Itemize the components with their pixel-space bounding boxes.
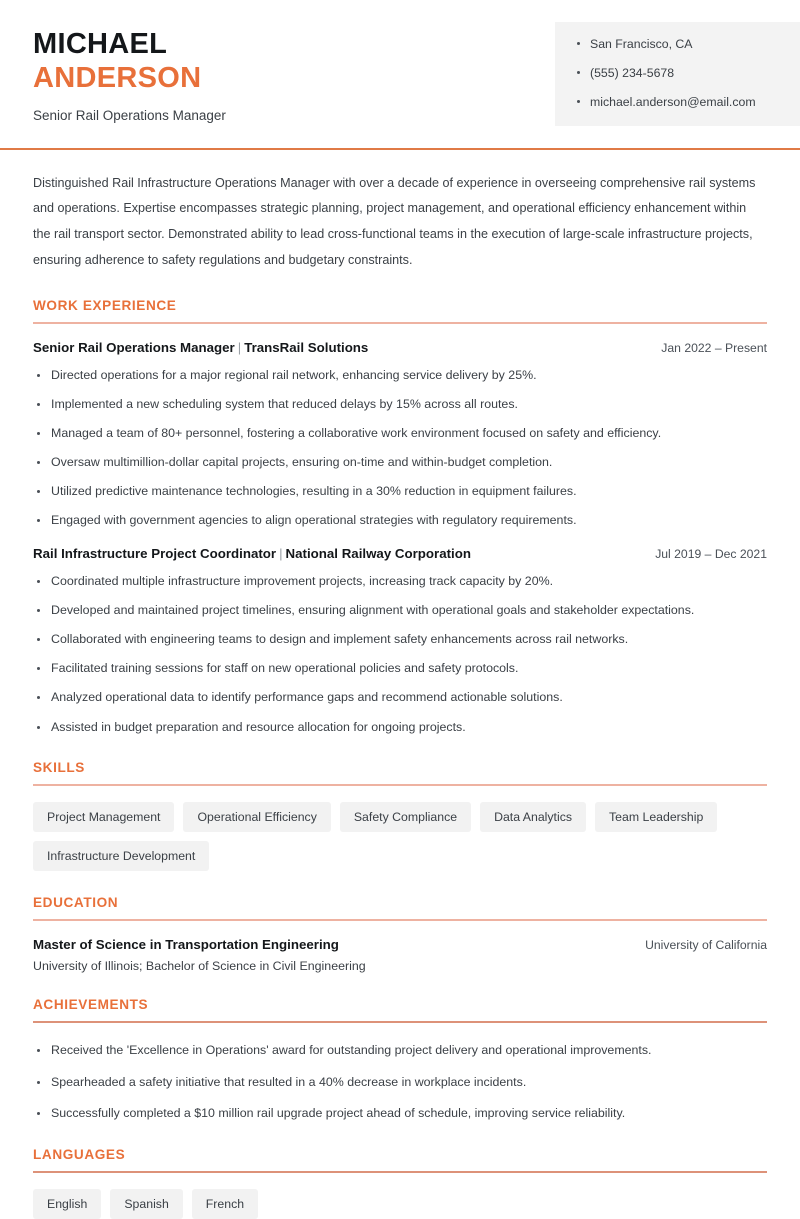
- experience-bullet: Developed and maintained project timelines, ensuring alignment with operational goals and stakeholder expectations.: [33, 601, 767, 620]
- experience-bullet: Coordinated multiple infrastructure improvement projects, increasing track capacity by 20%.: [33, 572, 767, 591]
- section-divider-skills: [33, 784, 767, 786]
- contact-phone: [577, 65, 800, 82]
- section-title-work-experience: WORK EXPERIENCE: [33, 297, 177, 313]
- experience-bullet: Collaborated with engineering teams to design and implement safety enhancements across rail networks.: [33, 630, 767, 649]
- resume-body: [0, 171, 800, 1219]
- first-name: MICHAEL: [33, 28, 168, 60]
- experience-company: TransRail Solutions: [244, 339, 369, 355]
- language-tag: English: [33, 1189, 101, 1219]
- header-identity: [0, 22, 226, 123]
- experience-bullet: Facilitated training sessions for staff on new operational policies and safety protocols.: [33, 659, 767, 678]
- section-title-skills: SKILLS: [33, 760, 85, 776]
- achievements-list: [33, 1041, 767, 1123]
- experience-bullet: Utilized predictive maintenance technologies, resulting in a 30% reduction in equipment failures.: [33, 482, 767, 501]
- experience-entry: [33, 546, 767, 736]
- experience-role: Senior Rail Operations Manager: [33, 339, 235, 355]
- experience-bullet: Managed a team of 80+ personnel, fostering a collaborative work environment focused on safety and efficiency.: [33, 424, 767, 443]
- experience-bullet: Engaged with government agencies to align operational strategies with regulatory requirements.: [33, 511, 767, 530]
- section-divider-languages: [33, 1171, 767, 1173]
- section-divider-education: [33, 919, 767, 921]
- language-tag: Spanish: [110, 1189, 182, 1219]
- contact-phone-text[interactable]: (555) 234-5678: [590, 66, 675, 81]
- professional-summary: Distinguished Rail Infrastructure Operations Manager with over a decade of experience in overseeing comprehensive rail systems and operations. Expertise encompasses strategic planning, project management, and operational efficiency enhancement within the rail transport sector. Demonstrated ability to lead cross-functional teams in the execution of large-scale infrastructure projects, ensuring adherence to safety regulations and budgetary constraints.: [33, 175, 756, 268]
- experience-bullet: Oversaw multimillion-dollar capital projects, ensuring on-time and within-budget completion.: [33, 453, 767, 472]
- language-tag: French: [192, 1189, 258, 1219]
- skills-list: [33, 802, 767, 871]
- contact-location: [577, 36, 800, 53]
- languages-list: [33, 1189, 767, 1219]
- skill-tag: Data Analytics: [480, 802, 586, 832]
- section-work-experience: [33, 298, 767, 736]
- experience-role: Rail Infrastructure Project Coordinator: [33, 546, 277, 562]
- experience-date: Jan 2022 – Present: [661, 340, 767, 355]
- skill-tag: Project Management: [33, 802, 174, 832]
- experience-separator: |: [279, 546, 283, 562]
- last-name: ANDERSON: [33, 62, 202, 95]
- section-title-languages: LANGUAGES: [33, 1147, 126, 1162]
- section-education: [33, 895, 767, 973]
- achievement-bullet: Spearheaded a safety initiative that resulted in a 40% decrease in workplace incidents.: [33, 1073, 767, 1092]
- experience-title-line: [33, 546, 471, 561]
- section-divider-achievements: [33, 1021, 767, 1023]
- section-skills: [33, 760, 767, 871]
- education-entry-header: [33, 937, 767, 952]
- experience-separator: |: [237, 339, 242, 355]
- experience-entry: [33, 340, 767, 530]
- achievement-bullet: Received the 'Excellence in Operations' award for outstanding project delivery and operational improvements.: [33, 1041, 767, 1060]
- contact-location-text: San Francisco, CA: [590, 37, 693, 51]
- skill-tag: Team Leadership: [595, 802, 717, 832]
- experience-company: National Railway Corporation: [285, 546, 471, 562]
- experience-entry-header: [33, 340, 767, 355]
- contact-email: [577, 94, 800, 111]
- resume-header: [0, 0, 800, 126]
- experience-bullet: Analyzed operational data to identify performance gaps and recommend actionable solutions.: [33, 688, 767, 707]
- experience-bullets: [33, 366, 767, 530]
- section-achievements: [33, 997, 767, 1123]
- header-divider: [0, 148, 800, 150]
- education-degree: Master of Science in Transportation Engineering: [33, 937, 339, 953]
- experience-date: Jul 2019 – Dec 2021: [655, 547, 767, 562]
- skill-tag: Safety Compliance: [340, 802, 471, 832]
- experience-bullet: Directed operations for a major regional rail network, enhancing service delivery by 25%.: [33, 366, 767, 385]
- section-title-education: EDUCATION: [33, 895, 119, 911]
- contact-email-text[interactable]: michael.anderson@email.com: [590, 95, 756, 110]
- experience-entry-header: [33, 546, 767, 561]
- section-title-achievements: ACHIEVEMENTS: [33, 997, 149, 1013]
- contact-list: [577, 36, 800, 112]
- education-secondary-line: University of Illinois; Bachelor of Science in Civil Engineering: [33, 959, 366, 974]
- header-job-title: Senior Rail Operations Manager: [33, 107, 226, 123]
- skill-tag: Infrastructure Development: [33, 841, 209, 871]
- experience-bullet: Implemented a new scheduling system that reduced delays by 15% across all routes.: [33, 395, 767, 414]
- experience-bullets: [33, 572, 767, 736]
- experience-title-line: [33, 340, 368, 355]
- contact-info-box: [555, 22, 800, 126]
- achievement-bullet: Successfully completed a $10 million rail upgrade project ahead of schedule, improving service reliability.: [33, 1104, 767, 1123]
- skill-tag: Operational Efficiency: [183, 802, 330, 832]
- experience-bullet: Assisted in budget preparation and resource allocation for ongoing projects.: [33, 718, 767, 737]
- education-institution: University of California: [645, 938, 767, 953]
- section-languages: [33, 1147, 767, 1219]
- section-divider-work-experience: [33, 322, 767, 324]
- education-entry: [33, 937, 767, 973]
